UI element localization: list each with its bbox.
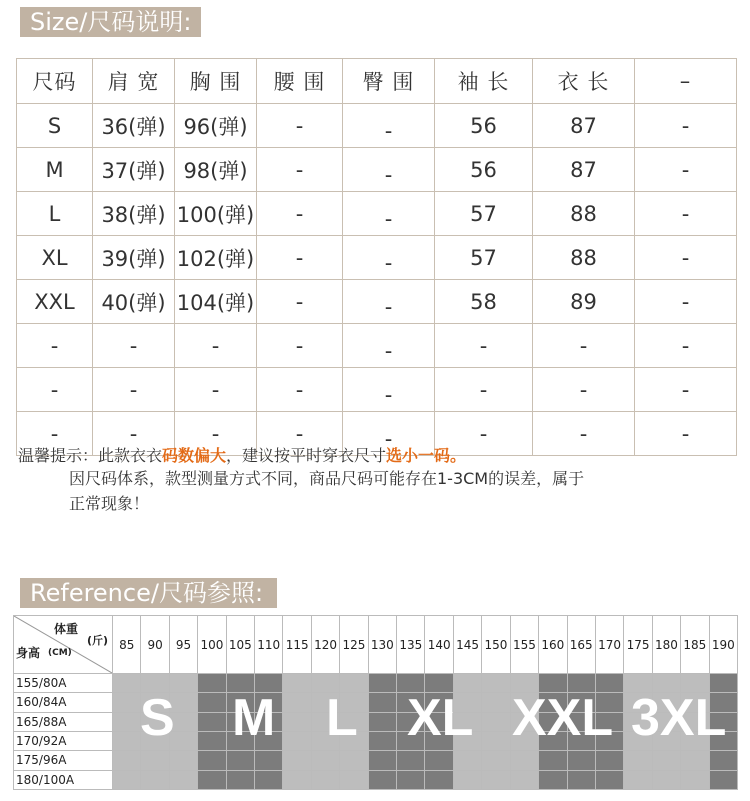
size-cell: 88 — [533, 192, 635, 236]
size-zone-label: 3XL — [631, 689, 727, 747]
size-cell: 36(弹) — [93, 104, 175, 148]
reference-shade-cell — [113, 770, 141, 789]
reference-shade-cell — [624, 770, 652, 789]
reference-shade-cell — [283, 693, 311, 712]
size-header-cell: 袖 长 — [435, 59, 533, 104]
size-zone-label: XL — [407, 689, 474, 747]
size-cell: - — [257, 324, 343, 368]
reference-shade-cell — [283, 712, 311, 731]
reference-shade-cell — [198, 770, 226, 789]
size-table-row — [17, 192, 737, 236]
reference-shade-cell — [113, 712, 141, 731]
reference-shade-cell — [425, 751, 453, 770]
size-header-cell: 腰 围 — [257, 59, 343, 104]
size-cell: - — [343, 280, 435, 324]
size-cell: 87 — [533, 148, 635, 192]
weight-header-cell: 115 — [283, 616, 311, 674]
reference-shade-cell — [595, 770, 623, 789]
size-table — [16, 58, 737, 456]
reference-shade-cell — [198, 712, 226, 731]
size-cell: 57 — [435, 192, 533, 236]
reference-shade-cell — [198, 674, 226, 693]
size-cell: - — [635, 280, 737, 324]
size-cell: 37(弹) — [93, 148, 175, 192]
reference-shade-cell — [510, 751, 538, 770]
reference-shade-cell — [283, 751, 311, 770]
height-label: 身高 — [16, 646, 41, 660]
size-cell: - — [635, 192, 737, 236]
weight-header-cell: 160 — [539, 616, 567, 674]
size-cell: M — [17, 148, 93, 192]
weight-header-cell: 175 — [624, 616, 652, 674]
reference-shade-cell — [652, 770, 680, 789]
reference-shade-cell — [113, 751, 141, 770]
size-cell: 98(弹) — [175, 148, 257, 192]
reference-row — [14, 693, 738, 712]
reference-shade-cell — [709, 751, 737, 770]
size-cell: - — [435, 412, 533, 456]
size-cell: 87 — [533, 104, 635, 148]
reference-shade-cell — [198, 731, 226, 750]
reference-shade-cell — [397, 770, 425, 789]
size-cell: - — [17, 368, 93, 412]
size-cell: - — [257, 148, 343, 192]
weight-header-cell: 120 — [311, 616, 339, 674]
reference-row — [14, 770, 738, 789]
size-cell: - — [257, 368, 343, 412]
reference-shade-cell — [255, 770, 283, 789]
size-cell: 56 — [435, 148, 533, 192]
size-cell: 96(弹) — [175, 104, 257, 148]
size-cell: - — [533, 324, 635, 368]
size-tip-line2: 因尺码体系，款型测量方式不同，商品尺码可能存在1-3CM的误差，属于 — [69, 469, 585, 488]
size-cell: - — [635, 104, 737, 148]
reference-shade-cell — [141, 770, 169, 789]
reference-shade-cell — [624, 751, 652, 770]
height-label-cell: 180/100A — [14, 770, 113, 789]
size-zone-label: M — [232, 689, 276, 747]
size-cell: - — [343, 412, 435, 456]
reference-shade-cell — [226, 751, 254, 770]
size-cell: - — [635, 412, 737, 456]
reference-shade-cell — [311, 751, 339, 770]
reference-shade-cell — [595, 751, 623, 770]
reference-row — [14, 731, 738, 750]
reference-shade-cell — [368, 731, 396, 750]
size-cell: - — [343, 104, 435, 148]
reference-shade-cell — [453, 770, 481, 789]
reference-shade-cell — [368, 712, 396, 731]
size-cell: - — [257, 236, 343, 280]
size-header-cell: 肩 宽 — [93, 59, 175, 104]
size-zone-label: S — [140, 689, 175, 747]
reference-shade-cell — [652, 751, 680, 770]
reference-shade-cell — [198, 751, 226, 770]
size-tip-prefix: 温馨提示：此款衣衣 — [18, 446, 163, 465]
reference-section-title: Reference/尺码参照: — [20, 578, 277, 608]
size-header-cell: – — [635, 59, 737, 104]
size-cell: 57 — [435, 236, 533, 280]
size-tip-highlight-large: 码数偏大 — [162, 446, 227, 465]
size-cell: - — [257, 104, 343, 148]
weight-header-cell: 170 — [595, 616, 623, 674]
size-table-row — [17, 104, 737, 148]
reference-header-row — [14, 616, 738, 674]
reference-shade-cell — [482, 674, 510, 693]
reference-shade-cell — [425, 770, 453, 789]
size-table-row — [17, 324, 737, 368]
reference-shade-cell — [113, 693, 141, 712]
size-cell: - — [635, 368, 737, 412]
reference-shade-cell — [255, 751, 283, 770]
size-table-row — [17, 148, 737, 192]
height-label-cell: 170/92A — [14, 731, 113, 750]
weight-header-cell: 165 — [567, 616, 595, 674]
reference-shade-cell — [539, 770, 567, 789]
size-table-row — [17, 236, 737, 280]
reference-shade-cell — [539, 751, 567, 770]
reference-shade-cell — [482, 751, 510, 770]
height-label-cell: 160/84A — [14, 693, 113, 712]
size-cell: - — [93, 412, 175, 456]
reference-shade-cell — [453, 751, 481, 770]
reference-shade-cell — [113, 674, 141, 693]
weight-header-cell: 155 — [510, 616, 538, 674]
reference-corner-cell — [14, 616, 113, 674]
size-cell: S — [17, 104, 93, 148]
reference-shade-cell — [368, 693, 396, 712]
reference-shade-cell — [113, 731, 141, 750]
reference-shade-cell — [340, 770, 368, 789]
size-cell: - — [17, 412, 93, 456]
reference-shade-cell — [482, 731, 510, 750]
size-cell: - — [343, 192, 435, 236]
size-header-cell: 胸 围 — [175, 59, 257, 104]
height-label-cell: 165/88A — [14, 712, 113, 731]
height-unit: (CM) — [48, 648, 72, 658]
reference-shade-cell — [226, 770, 254, 789]
reference-row — [14, 674, 738, 693]
size-cell: 38(弹) — [93, 192, 175, 236]
reference-shade-cell — [283, 770, 311, 789]
reference-shade-cell — [283, 674, 311, 693]
reference-shade-cell — [283, 731, 311, 750]
weight-header-cell: 130 — [368, 616, 396, 674]
size-cell: 104(弹) — [175, 280, 257, 324]
reference-shade-cell — [482, 693, 510, 712]
weight-header-cell: 150 — [482, 616, 510, 674]
reference-shade-cell — [368, 674, 396, 693]
size-cell: - — [343, 236, 435, 280]
size-cell: XL — [17, 236, 93, 280]
weight-header-cell: 125 — [340, 616, 368, 674]
weight-header-cell: 100 — [198, 616, 226, 674]
size-cell: - — [635, 324, 737, 368]
size-cell: - — [257, 192, 343, 236]
reference-shade-cell — [397, 751, 425, 770]
size-cell: - — [257, 280, 343, 324]
size-zone-label: L — [326, 689, 358, 747]
reference-shade-cell — [482, 770, 510, 789]
size-cell: - — [435, 368, 533, 412]
reference-shade-cell — [340, 751, 368, 770]
reference-shade-cell — [141, 751, 169, 770]
height-label-cell: 155/80A — [14, 674, 113, 693]
reference-shade-cell — [709, 770, 737, 789]
size-cell: 102(弹) — [175, 236, 257, 280]
weight-header-cell: 135 — [397, 616, 425, 674]
size-cell: - — [343, 148, 435, 192]
size-cell: 88 — [533, 236, 635, 280]
size-tip-line3: 正常现象！ — [69, 494, 150, 513]
reference-row — [14, 712, 738, 731]
weight-header-cell: 180 — [652, 616, 680, 674]
reference-row — [14, 751, 738, 770]
size-cell: 100(弹) — [175, 192, 257, 236]
weight-header-cell: 185 — [681, 616, 709, 674]
size-zone-label: XXL — [512, 689, 614, 747]
size-table-header — [17, 59, 737, 104]
weight-label: 体重 — [54, 622, 79, 636]
reference-shade-cell — [169, 770, 197, 789]
weight-header-cell: 105 — [226, 616, 254, 674]
size-cell: - — [175, 324, 257, 368]
weight-header-cell: 85 — [113, 616, 141, 674]
weight-header-cell: 190 — [709, 616, 737, 674]
weight-header-cell: 95 — [169, 616, 197, 674]
size-cell: - — [533, 412, 635, 456]
reference-table — [13, 615, 738, 790]
size-cell: - — [533, 368, 635, 412]
size-cell: L — [17, 192, 93, 236]
size-table-row — [17, 280, 737, 324]
size-table-row — [17, 368, 737, 412]
reference-shade-cell — [368, 770, 396, 789]
size-header-cell: 尺码 — [17, 59, 93, 104]
reference-shade-cell — [510, 770, 538, 789]
weight-unit: (斤) — [86, 634, 108, 647]
size-cell: 89 — [533, 280, 635, 324]
reference-shade-cell — [482, 712, 510, 731]
reference-shade-cell — [368, 751, 396, 770]
size-cell: 58 — [435, 280, 533, 324]
size-tip-highlight-smaller: 选小一码。 — [386, 446, 467, 465]
size-cell: 56 — [435, 104, 533, 148]
size-section-title: Size/尺码说明: — [20, 7, 201, 37]
size-cell: - — [343, 368, 435, 412]
size-cell: - — [257, 412, 343, 456]
weight-header-cell: 110 — [255, 616, 283, 674]
size-cell: 40(弹) — [93, 280, 175, 324]
reference-shade-cell — [169, 751, 197, 770]
size-header-cell: 臀 围 — [343, 59, 435, 104]
reference-shade-cell — [681, 770, 709, 789]
reference-shade-cell — [567, 770, 595, 789]
size-cell: - — [93, 324, 175, 368]
reference-shade-cell — [567, 751, 595, 770]
size-tip-line1 — [18, 443, 466, 466]
size-header-cell: 衣 长 — [533, 59, 635, 104]
weight-header-cell: 145 — [453, 616, 481, 674]
size-cell: XXL — [17, 280, 93, 324]
size-cell: 39(弹) — [93, 236, 175, 280]
size-cell: - — [175, 412, 257, 456]
reference-shade-cell — [311, 770, 339, 789]
size-cell: - — [635, 236, 737, 280]
reference-shade-cell — [681, 751, 709, 770]
weight-header-cell: 140 — [425, 616, 453, 674]
reference-shade-cell — [198, 693, 226, 712]
size-tip-mid: ，建议按平时穿衣尺寸 — [226, 446, 387, 465]
size-cell: - — [17, 324, 93, 368]
height-label-cell: 175/96A — [14, 751, 113, 770]
size-cell: - — [435, 324, 533, 368]
size-cell: - — [175, 368, 257, 412]
size-cell: - — [343, 324, 435, 368]
weight-header-cell: 90 — [141, 616, 169, 674]
size-cell: - — [635, 148, 737, 192]
size-cell: - — [93, 368, 175, 412]
